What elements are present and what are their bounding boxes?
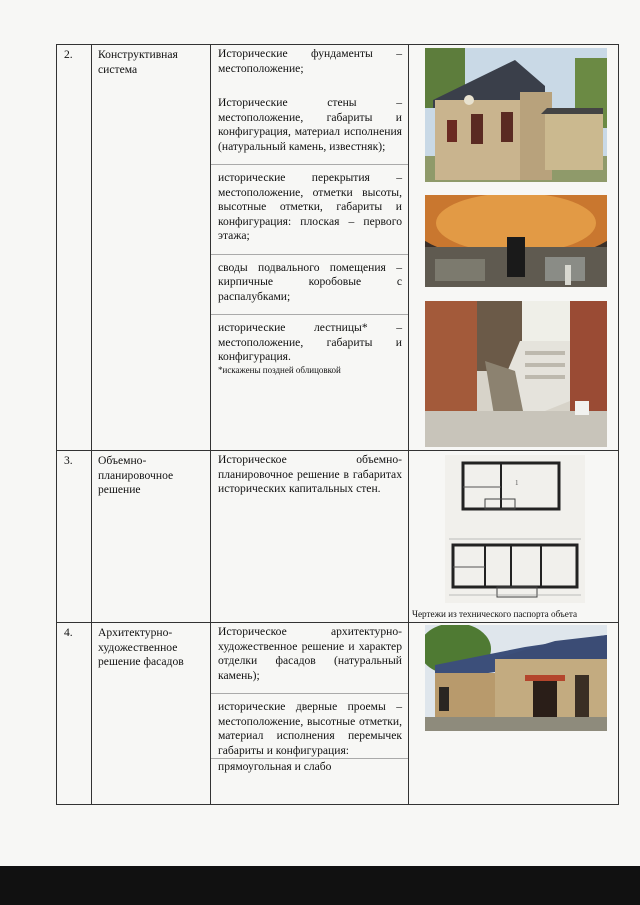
feature-text: исторические перекрытия – местоположение, отметки высоты, высотные отметки, габариты и конфигурация: плоская – первого этажа;	[211, 164, 408, 244]
facade-photo	[425, 625, 607, 731]
monument-features-table	[56, 44, 619, 805]
table-row	[57, 451, 619, 623]
row-number: 2.	[64, 48, 73, 61]
row-number: 3.	[64, 454, 73, 467]
feature-text: своды подвального помещения – кирпичные коробовые с распалубками;	[211, 254, 408, 305]
table-row	[57, 623, 619, 805]
feature-text: Историческое архитектурно-художественное решение и характер отделки фасадов (натуральный камень);	[218, 625, 402, 682]
feature-text: Историческое объемно-планировочное решение в габаритах исторических капитальных стен.	[218, 453, 402, 495]
vaulted-basement-photo	[425, 195, 607, 287]
row-number: 4.	[64, 626, 73, 639]
floor-plan-drawing	[445, 455, 585, 603]
footnote: *искажены поздней облицовкой	[218, 364, 341, 375]
feature-text: Исторические фундаменты – местоположение;	[218, 47, 402, 75]
feature-text: исторические дверные проемы – местоположение, высотные отметки, материал исполнения перемычек габариты и конфигурация:	[211, 693, 408, 758]
staircase-photo	[425, 301, 607, 447]
feature-text: прямоугольная и слабо	[211, 758, 408, 775]
building-exterior-photo	[425, 48, 607, 182]
row-title: Конструктивная система	[98, 48, 178, 76]
table-row	[57, 45, 619, 451]
image-caption: Чертежи из технического паспорта объета	[412, 609, 578, 619]
feature-text: исторические лестницы* – местоположение, габариты и конфигурация.	[211, 314, 408, 365]
svg-text:1: 1	[515, 479, 519, 487]
feature-text: Исторические стены – местоположение, габариты и конфигурация, материал исполнения (натуральный камень, известняк);	[218, 96, 402, 153]
row-title: Архитектурно-художественное решение фасадов	[98, 626, 184, 668]
scan-bottom-edge	[0, 866, 640, 905]
row-title: Объемно-планировочное решение	[98, 454, 174, 496]
